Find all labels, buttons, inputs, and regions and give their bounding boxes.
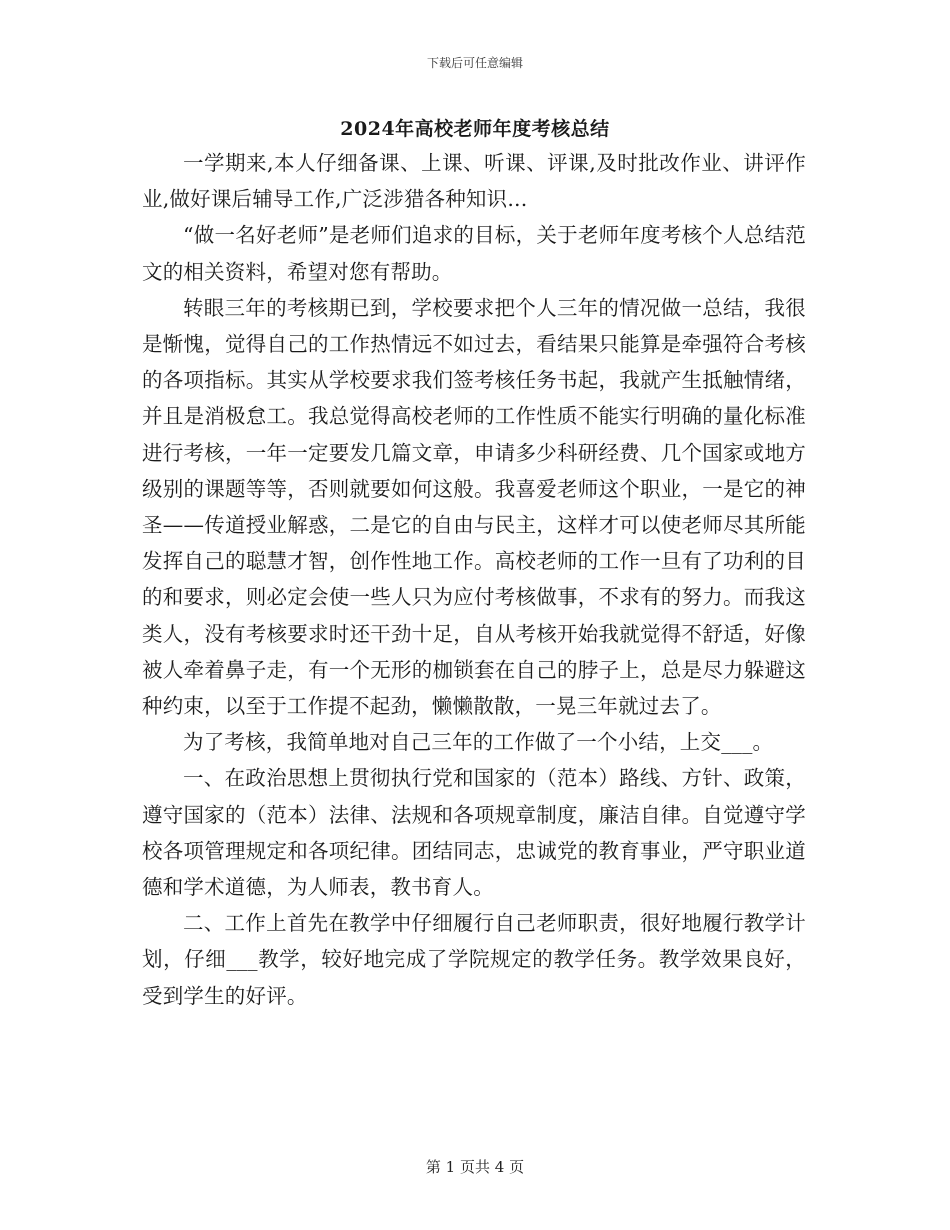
paragraph-goal: “做一名好老师”是老师们追求的目标，关于老师年度考核个人总结范文的相关资料，希望对您有帮助。 <box>142 223 806 284</box>
paragraph-teaching: 二、工作上首先在教学中仔细履行自己老师职责，很好地履行教学计划，仔细___教学，较好地完成了学院规定的教学任务。教学效果良好，受到学生的好评。 <box>142 911 806 1008</box>
paragraph-intro: 一学期来,本人仔细备课、上课、听课、评课,及时批改作业、讲评作业,做好课后辅导工作,广泛涉猎各种知识... <box>142 151 806 212</box>
paragraph-reflection: 转眼三年的考核期已到，学校要求把个人三年的情况做一总结，我很是惭愧，觉得自己的工作热情远不如过去，看结果只能算是牵强符合考核的各项指标。其实从学校要求我们签考核任务书起，我就产生抵触情绪，并且是消极怠工。我总觉得高校老师的工作性质不能实行明确的量化标准进行考核，一年一定要发几篇文章，申请多少科研经费、几个国家或地方级别的课题等等，否则就要如何这般。我喜爱老师这个职业，一是它的神圣——传道授业解惑，二是它的自由与民主，这样才可以使老师尽其所能发挥自己的聪慧才智，创作性地工作。高校老师的工作一旦有了功利的目的和要求，则必定会使一些人只为应付考核做事，不求有的努力。而我这类人，没有考核要求时还干劲十足，自从考核开始我就觉得不舒适，好像被人牵着鼻子走，有一个无形的枷锁套在自己的脖子上，总是尽力躲避这种约束，以至于工作提不起劲，懒懒散散，一晃三年就过去了。 <box>142 295 806 719</box>
document-title: 2024年高校老师年度考核总结 <box>340 118 610 140</box>
paragraph-political: 一、在政治思想上贯彻执行党和国家的（范本）路线、方针、政策，遵守国家的（范本）法律、法规和各项规章制度，廉洁自律。自觉遵守学校各项管理规定和各项纪律。团结同志，忠诚党的教育事业，严守职业道德和学术道德，为人师表，教书育人。 <box>142 766 806 900</box>
paragraph-summary-note: 为了考核，我简单地对自己三年的工作做了一个小结，上交___。 <box>183 730 774 755</box>
document-body <box>142 145 806 1014</box>
page-number: 第 1 页共 4 页 <box>425 1158 525 1176</box>
header-note: 下载后可任意编辑 <box>426 56 523 70</box>
